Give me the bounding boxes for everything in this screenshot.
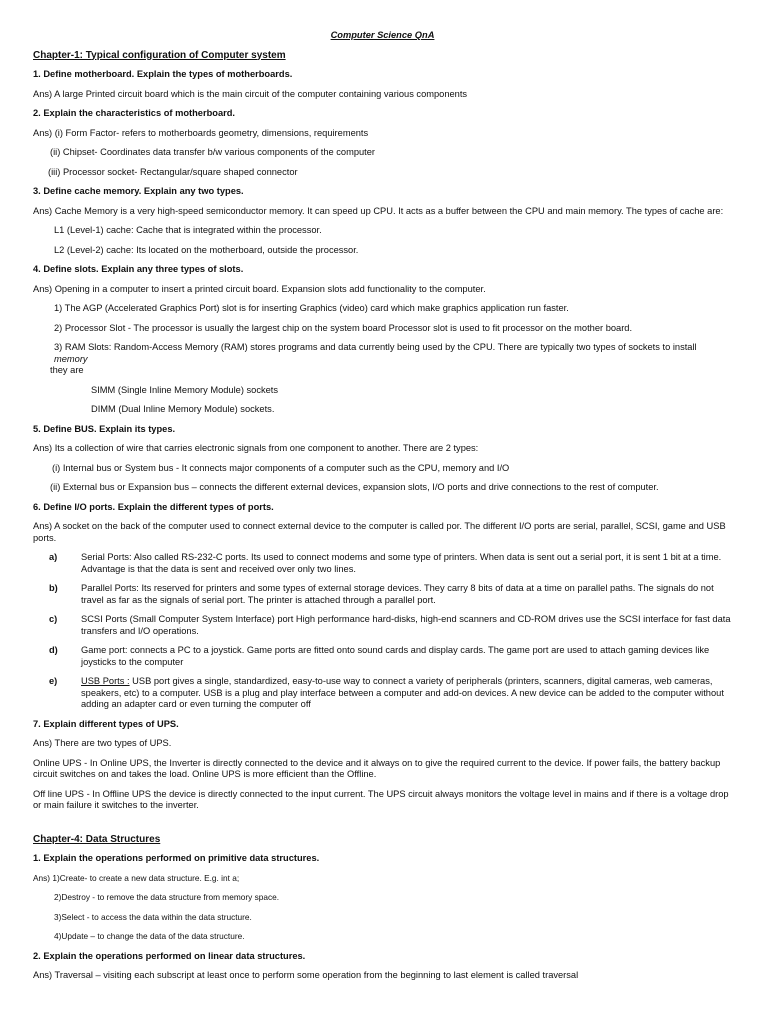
ch4-question-2: 2. Explain the operations performed on linear data structures.: [33, 950, 306, 961]
answer-1: Ans) A large Printed circuit board which is the main circuit of the computer containing various components: [33, 88, 468, 99]
ch4-answer-1-line-2: 2)Destroy - to remove the data structure from memory space.: [54, 892, 280, 902]
answer-2-line-1: Ans) (i) Form Factor- refers to motherboards geometry, dimensions, requirements: [33, 127, 369, 138]
answer-3-l1: L1 (Level-1) cache: Cache that is integrated within the processor.: [54, 225, 322, 235]
answer-2-line-2: (ii) Chipset- Coordinates data transfer b/w various components of the computer: [50, 147, 376, 157]
answer-7: Ans) There are two types of UPS.: [33, 738, 172, 748]
answer-4-item-3-emph: memory: [54, 353, 88, 364]
answer-4-simm: SIMM (Single Inline Memory Module) sockets: [91, 384, 279, 395]
port-item-a: [33, 552, 732, 575]
port-item-b-text: Parallel Ports: Its reserved for printers and some types of external storage devices. They carry 8 bits of data at a time on parallel paths. The signals do not travel as far as the signals of serial port. The printer is attached through a parallel port.: [81, 583, 714, 605]
question-5: 5. Define BUS. Explain its types.: [33, 423, 176, 434]
ch4-answer-1-line-4: 4)Update – to change the data of the data structure.: [54, 931, 245, 941]
port-item-a-label: a): [49, 552, 58, 562]
answer-4-item-3-cont: they are: [50, 365, 84, 375]
port-item-b-label: b): [49, 583, 58, 593]
port-item-d-text: Game port: connects a PC to a joystick. Game ports are fitted onto sound cards and display cards. The game port are used to attach gaming devices like joysticks to the computer: [81, 645, 710, 667]
port-item-d-label: d): [49, 645, 58, 655]
answer-4-item-2: 2) Processor Slot - The processor is usually the largest chip on the system board Processor slot is used to fit processor on the mother board.: [54, 322, 633, 333]
port-item-c-label: c): [49, 614, 58, 624]
port-item-e-text: USB port gives a single, standardized, easy-to-use way to connect a variety of peripherals (printers, scanners, digital cameras, web cameras, speakers, etc) to a computer. USB is a plug and play interface between a computer and add-on devices. A new device can be added to the computer without adding an adapter card or even turning the computer off: [81, 676, 724, 709]
ch4-answer-2: Ans) Traversal – visiting each subscript at least once to perform some operation from the beginning to last element is called traversal: [33, 970, 579, 980]
answer-4-item-1: 1) The AGP (Accelerated Graphics Port) slot is for inserting Graphics (video) card which make graphics application run faster.: [54, 303, 569, 313]
question-7: 7. Explain different types of UPS.: [33, 718, 179, 729]
port-item-c-text: SCSI Ports (Small Computer System Interface) port High performance hard-disks, high-end scanners and CD-ROM drives use the SCSI interface for fast data transfers and I/O operations.: [81, 614, 731, 636]
answer-7-offline: Off line UPS - In Offline UPS the device is directly connected to the input current. The UPS circuit always monitors the voltage level in mains and if there is a voltage drop or main failure it switches to the inverter.: [33, 788, 729, 810]
answer-4: Ans) Opening in a computer to insert a printed circuit board. Expansion slots add functionality to the computer.: [33, 283, 486, 294]
chapter-1-heading: Chapter-1: Typical configuration of Computer system: [33, 49, 286, 61]
answer-4-dimm: DIMM (Dual Inline Memory Module) sockets.: [91, 404, 275, 414]
answer-4-item-3: [50, 342, 732, 377]
question-4: 4. Define slots. Explain any three types of slots.: [33, 264, 244, 274]
question-6: 6. Define I/O ports. Explain the different types of ports.: [33, 501, 274, 512]
port-item-d: [33, 645, 732, 668]
answer-2-line-3: (iii) Processor socket- Rectangular/square shaped connector: [48, 166, 298, 177]
question-3: 3. Define cache memory. Explain any two types.: [33, 186, 244, 196]
answer-3-l2: L2 (Level-2) cache: Its located on the motherboard, outside the processor.: [54, 244, 359, 255]
document-title: Computer Science QnA: [330, 30, 435, 40]
answer-7-online: Online UPS - In Online UPS, the Inverter is directly connected to the device and it always on to give the required current to the device. If power fails, the battery backup circuit switches on and takes the load. Online UPS is more efficient than the Offline.: [33, 757, 721, 779]
port-item-a-text: Serial Ports: Also called RS-232-C ports. Its used to connect modems and some type of printers. When data is sent out a serial port, it is sent 1 bit at a time. Advantage is that the data is sent and received over only two lines.: [81, 552, 722, 574]
ch4-answer-1-line-3: 3)Select - to access the data within the data structure.: [54, 911, 252, 922]
answer-6: Ans) A socket on the back of the computer used to connect external device to the computer is called por. The different I/O ports are serial, parallel, SCSI, game and USB ports.: [33, 521, 726, 543]
answer-4-item-3-text: 3) RAM Slots: Random-Access Memory (RAM) stores programs and data currently being used by the CPU. There are typically two types of sockets to install: [54, 342, 697, 352]
answer-5: Ans) Its a collection of wire that carries electronic signals from one component to another. There are 2 types:: [33, 443, 479, 453]
chapter-4-heading: Chapter-4: Data Structures: [33, 833, 161, 845]
answer-5-item-2: (ii) External bus or Expansion bus – connects the different external devices, expansion slots, I/O ports and drive connections to the rest of computer.: [50, 482, 659, 492]
port-item-e-lead: USB Ports :: [81, 676, 130, 686]
question-2: 2. Explain the characteristics of motherboard.: [33, 108, 236, 118]
question-1: 1. Define motherboard. Explain the types of motherboards.: [33, 69, 293, 79]
port-item-c: [33, 614, 732, 637]
port-item-e: [33, 676, 732, 711]
port-item-e-label: e): [49, 676, 58, 686]
section-gap: [33, 820, 732, 834]
port-item-b: [33, 583, 732, 606]
answer-3: Ans) Cache Memory is a very high-speed semiconductor memory. It can speed up CPU. It acts as a buffer between the CPU and main memory. The types of cache are:: [33, 205, 724, 216]
ch4-question-1: 1. Explain the operations performed on primitive data structures.: [33, 853, 320, 863]
answer-5-item-1: (i) Internal bus or System bus - It connects major components of a computer such as the CPU, memory and I/O: [52, 462, 510, 473]
ch4-answer-1-line-1: Ans) 1)Create- to create a new data structure. E.g. int a;: [33, 872, 240, 883]
